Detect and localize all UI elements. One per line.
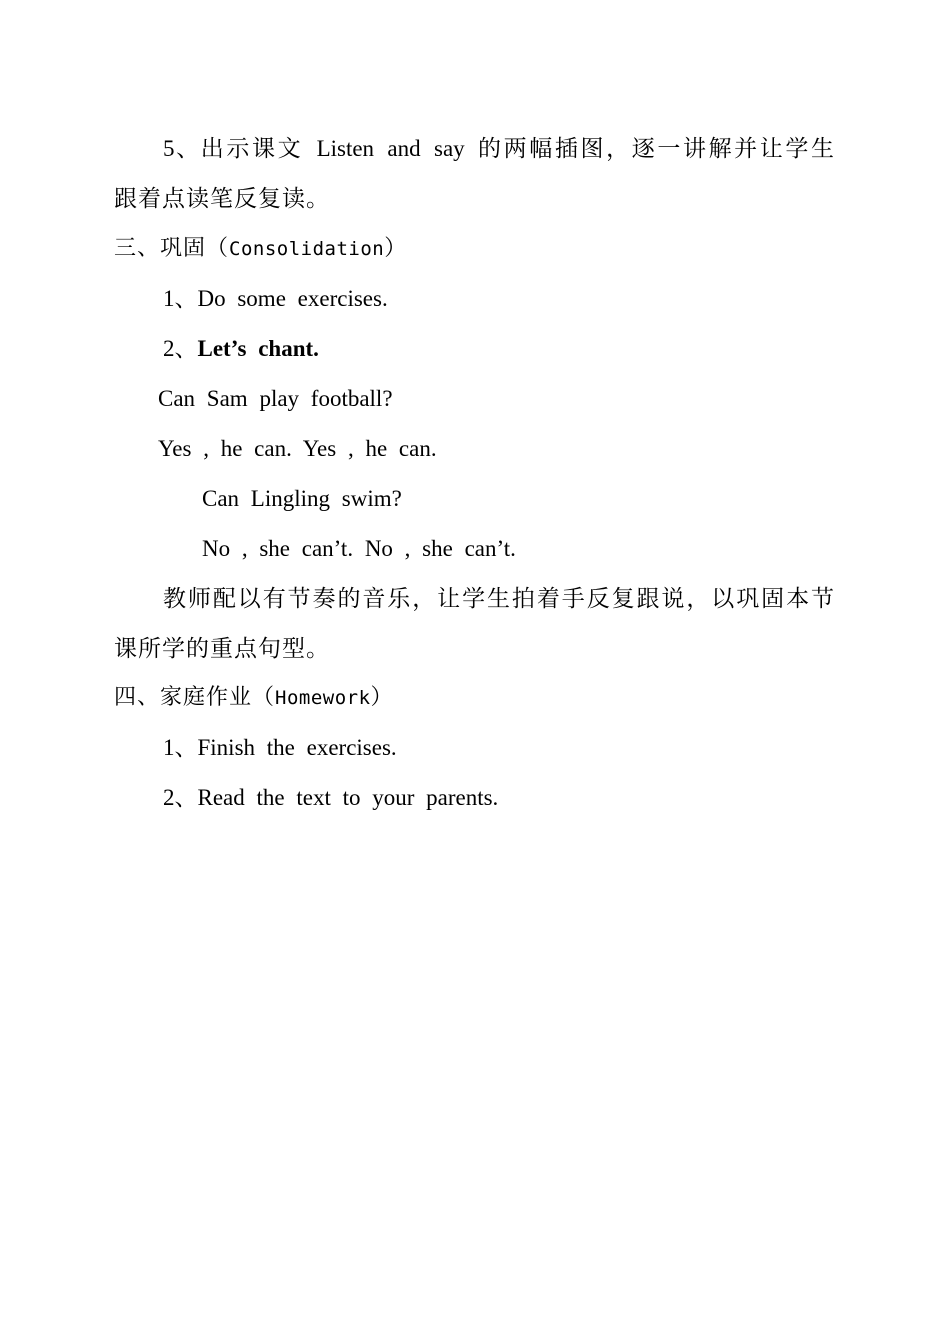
section4-item1 (163, 733, 397, 763)
section4-item2 (163, 783, 498, 813)
step5-text-b: Listen and say (303, 136, 479, 161)
step5-line2: 跟着点读笔反复读。 (114, 186, 330, 212)
step5-number: 5、 (163, 136, 201, 161)
section4-title-en: Homework (275, 687, 371, 709)
teacher-note-line2: 课所学的重点句型。 (114, 636, 330, 662)
section3-title: 三、巩固（ (114, 236, 230, 261)
chant-line4: No , she can’t. No , she can’t. (202, 536, 516, 561)
section4-title-end: ） (370, 685, 394, 710)
section4-heading (114, 683, 394, 713)
section4-item2-text: Read the text to your parents. (197, 785, 499, 810)
section4-item1-number: 1、 (163, 735, 198, 760)
section4-item1-text: Finish the exercises. (197, 735, 397, 760)
section3-item1-number: 1、 (163, 286, 198, 311)
chant-line2: Yes , he can. Yes , he can. (158, 436, 437, 461)
section3-item2-number: 2、 (163, 336, 198, 361)
step5-text-a: 出示课文 (200, 136, 304, 162)
step5-text-c: 的两幅插图，逐一讲解并让学生 (478, 136, 836, 162)
section4-item2-number: 2、 (163, 785, 198, 810)
section4-title: 四、家庭作业（ (114, 685, 276, 710)
section3-item1-text: Do some exercises. (197, 286, 388, 311)
chant-line1: Can Sam play football? (158, 386, 393, 411)
section3-item1 (163, 284, 388, 314)
section3-title-end: ） (384, 236, 408, 261)
section3-title-en: Consolidation (229, 238, 385, 260)
section3-heading (114, 234, 407, 264)
teacher-note-line1: 教师配以有节奏的音乐，让学生拍着手反复跟说，以巩固本节 (163, 586, 835, 612)
step5-line1 (163, 134, 835, 164)
section3-item2-text: Let’s chant. (197, 336, 319, 361)
chant-line3: Can Lingling swim? (202, 486, 402, 511)
section3-item2 (163, 334, 319, 364)
